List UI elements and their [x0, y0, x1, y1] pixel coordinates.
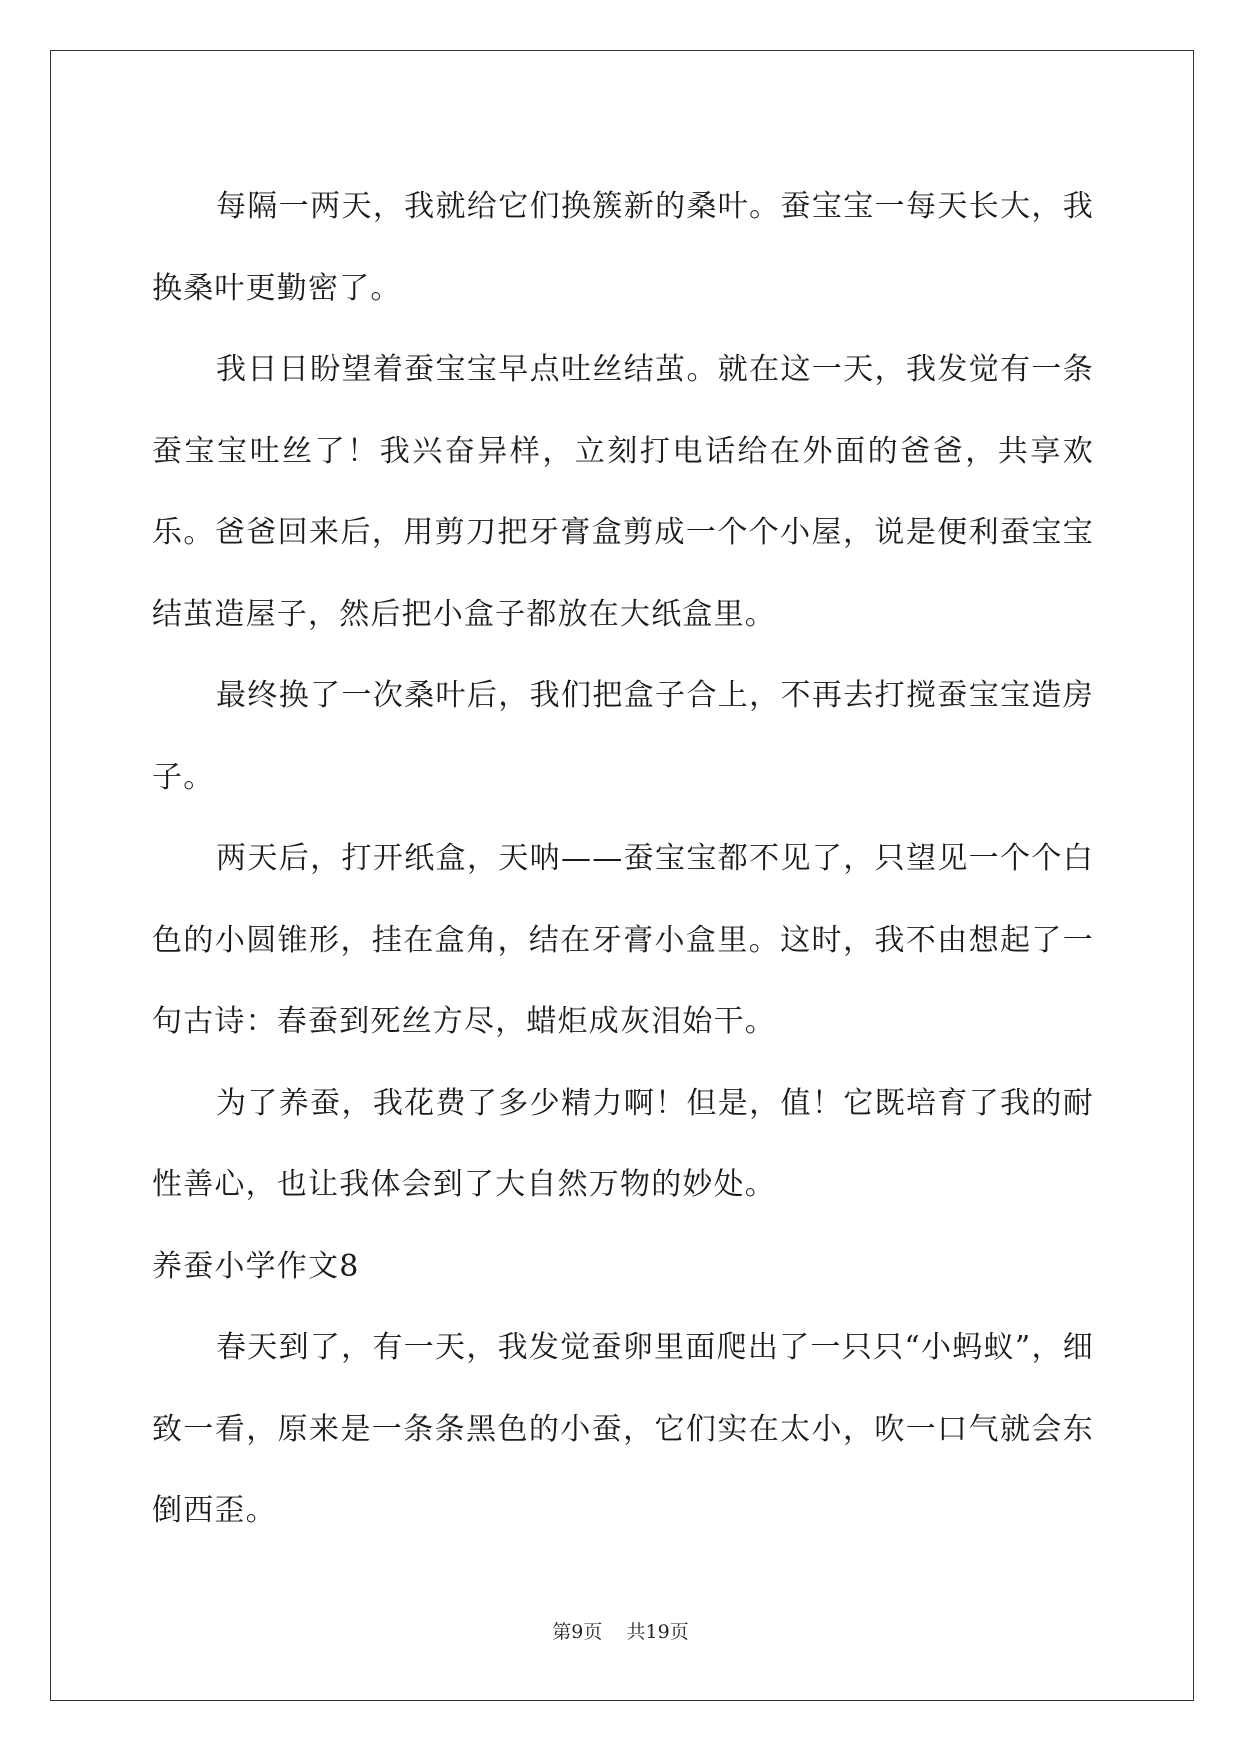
- page-number: 第9页: [552, 1621, 603, 1643]
- paragraph: 最终换了一次桑叶后，我们把盒子合上，不再去打搅蚕宝宝造房子。: [152, 678, 1094, 795]
- paragraph: 两天后，打开纸盒，天呐——蚕宝宝都不见了，只望见一个个白色的小圆锥形，挂在盒角，结在牙膏小盒里。这时，我不由想起了一句古诗：春蚕到死丝方尽，蜡炬成灰泪始干。: [152, 841, 1094, 1039]
- paragraph: 为了养蚕，我花费了多少精力啊！但是，值！它既培育了我的耐性善心，也让我体会到了大自然万物的妙处。: [152, 1085, 1094, 1202]
- section-heading: 养蚕小学作文8: [152, 1248, 360, 1284]
- page-footer: [0, 1617, 1241, 1644]
- paragraph: 我日日盼望着蚕宝宝早点吐丝结茧。就在这一天，我发觉有一条蚕宝宝吐丝了！我兴奋异样，立刻打电话给在外面的爸爸，共享欢乐。爸爸回来后，用剪刀把牙膏盒剪成一个个小屋，说是便利蚕宝宝结茧造屋子，然后把小盒子都放在大纸盒里。: [152, 352, 1094, 632]
- document-body: [152, 166, 1094, 1552]
- page-total: 共19页: [626, 1621, 689, 1643]
- paragraph: 每隔一两天，我就给它们换簇新的桑叶。蚕宝宝一每天长大，我换桑叶更勤密了。: [152, 189, 1094, 306]
- paragraph: 春天到了，有一天，我发觉蚕卵里面爬出了一只只“小蚂蚁”，细致一看，原来是一条条黑色的小蚕，它们实在太小，吹一口气就会东倒西歪。: [152, 1330, 1094, 1528]
- footer-spacer: [602, 1621, 626, 1643]
